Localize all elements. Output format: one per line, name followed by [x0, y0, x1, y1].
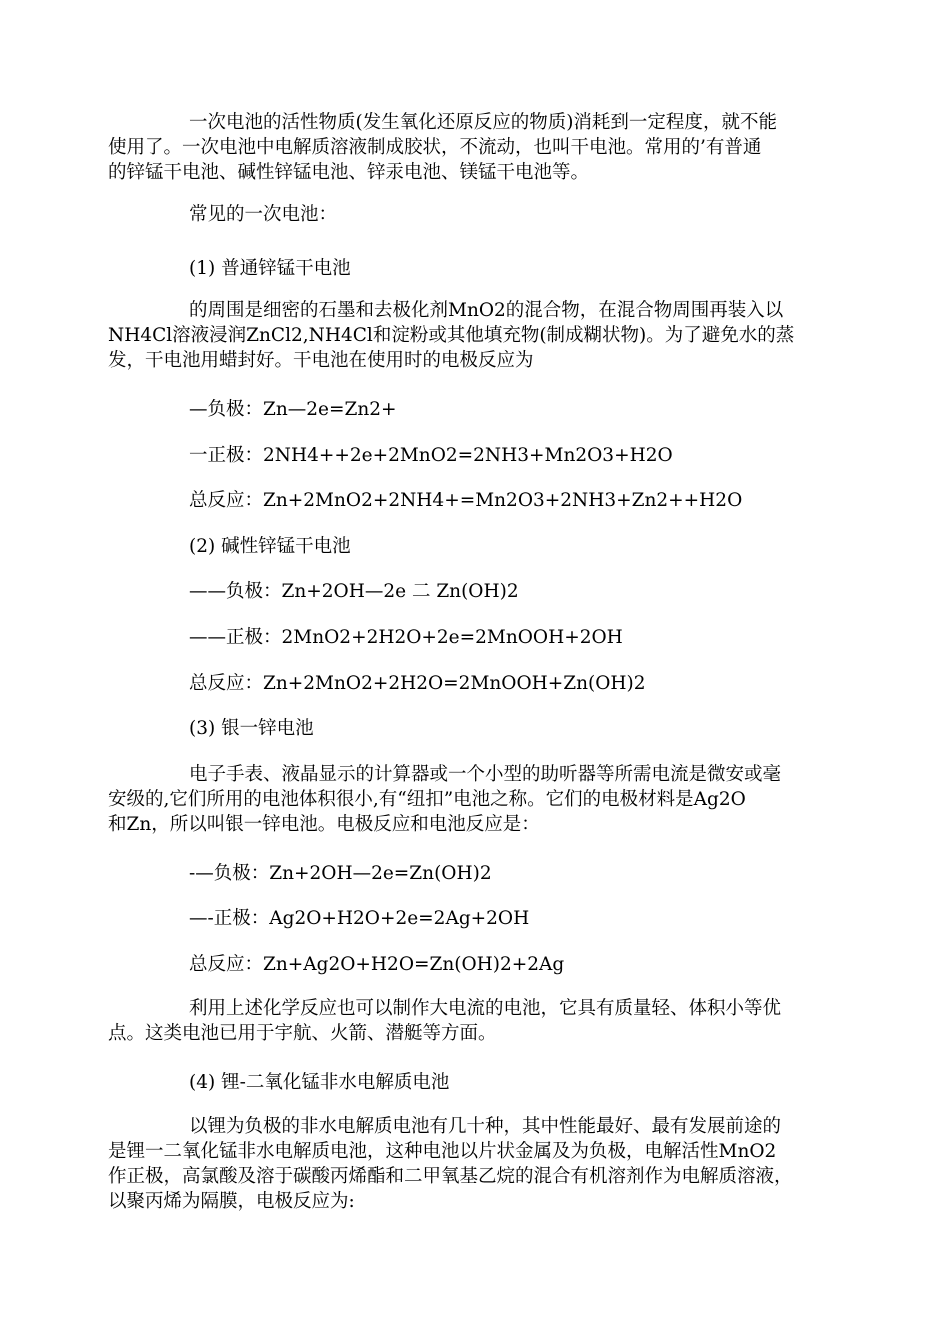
text-line: 以锂为负极的非水电解质电池有几十种，其中性能最好、最有发展前途的 [189, 1116, 782, 1137]
equation-total-reaction-1: 总反应：Zn+2MnO2+2NH4+=Mn2O3+2NH3+Zn2++H2O [189, 490, 743, 511]
equation-negative-electrode-2: ——负极：Zn+2OH—2e 二 Zn(OH)2 [189, 581, 519, 602]
text-line: 发，干电池用蜡封好。干电池在使用时的电极反应为 [108, 350, 534, 371]
text-line: 以聚丙烯为隔膜，电极反应为: [108, 1191, 355, 1212]
equation-negative-electrode-1: —负极：Zn—2e=Zn2+ [189, 399, 397, 420]
paragraph-lithium-battery [108, 1114, 848, 1214]
text-line: 点。这类电池已用于宇航、火箭、潜艇等方面。 [108, 1023, 497, 1044]
text-line: 一次电池的活性物质(发生氧化还原反应的物质)消耗到一定程度，就不能 [189, 112, 777, 133]
paragraph-button-battery [108, 762, 848, 837]
text-line: NH4Cl溶液浸润ZnCl2,NH4Cl和淀粉或其他填充物(制成糊状物)。为了避免水的蒸 [108, 325, 795, 346]
paragraph-high-current-use [108, 996, 848, 1046]
heading-silver-zinc-battery: (3) 银一锌电池 [189, 718, 314, 739]
text-line: 的锌锰干电池、碱性锌锰电池、锌汞电池、镁锰干电池等。 [108, 162, 590, 183]
heading-zinc-manganese-dry-cell: (1) 普通锌锰干电池 [189, 258, 351, 279]
text-line: 是锂一二氧化锰非水电解质电池，这种电池以片状金属及为负极，电解活性MnO2 [108, 1141, 777, 1162]
equation-positive-electrode-1: 一正极：2NH4++2e+2MnO2=2NH3+Mn2O3+H2O [189, 445, 673, 466]
equation-positive-electrode-2: ——正极：2MnO2+2H2O+2e=2MnOOH+2OH [189, 627, 623, 648]
heading-alkaline-zinc-manganese: (2) 碱性锌锰干电池 [189, 536, 351, 557]
equation-negative-electrode-3: -—负极：Zn+2OH—2e=Zn(OH)2 [189, 863, 492, 884]
text-line: 安级的,它们所用的电池体积很小,有“纽扣”电池之称。它们的电极材料是Ag2O [108, 789, 746, 810]
equation-total-reaction-2: 总反应：Zn+2MnO2+2H2O=2MnOOH+Zn(OH)2 [189, 673, 646, 694]
text-line: 利用上述化学反应也可以制作大电流的电池，它具有质量轻、体积小等优 [189, 998, 782, 1019]
equation-positive-electrode-3: —-正极：Ag2O+H2O+2e=2Ag+2OH [189, 908, 530, 929]
paragraph-primary-battery-intro [108, 110, 848, 185]
text-line: 使用了。一次电池中电解质溶液制成胶状，不流动，也叫干电池。常用的’有普通 [108, 137, 762, 158]
text-line: 的周围是细密的石墨和去极化剂MnO2的混合物，在混合物周围再装入以 [189, 300, 784, 321]
section-label-common-batteries: 常见的一次电池： [189, 204, 338, 225]
text-line: 和Zn，所以叫银一锌电池。电极反应和电池反应是： [108, 814, 540, 835]
text-line: 电子手表、液晶显示的计算器或一个小型的助听器等所需电流是微安或毫 [189, 764, 782, 785]
heading-lithium-manganese-battery: (4) 锂-二氧化锰非水电解质电池 [189, 1072, 450, 1093]
equation-total-reaction-3: 总反应：Zn+Ag2O+H2O=Zn(OH)2+2Ag [189, 954, 565, 975]
text-line: 作正极，高氯酸及溶于碳酸丙烯酯和二甲氧基乙烷的混合有机溶剂作为电解质溶液， [108, 1166, 793, 1187]
paragraph-dry-cell-structure [108, 298, 848, 373]
